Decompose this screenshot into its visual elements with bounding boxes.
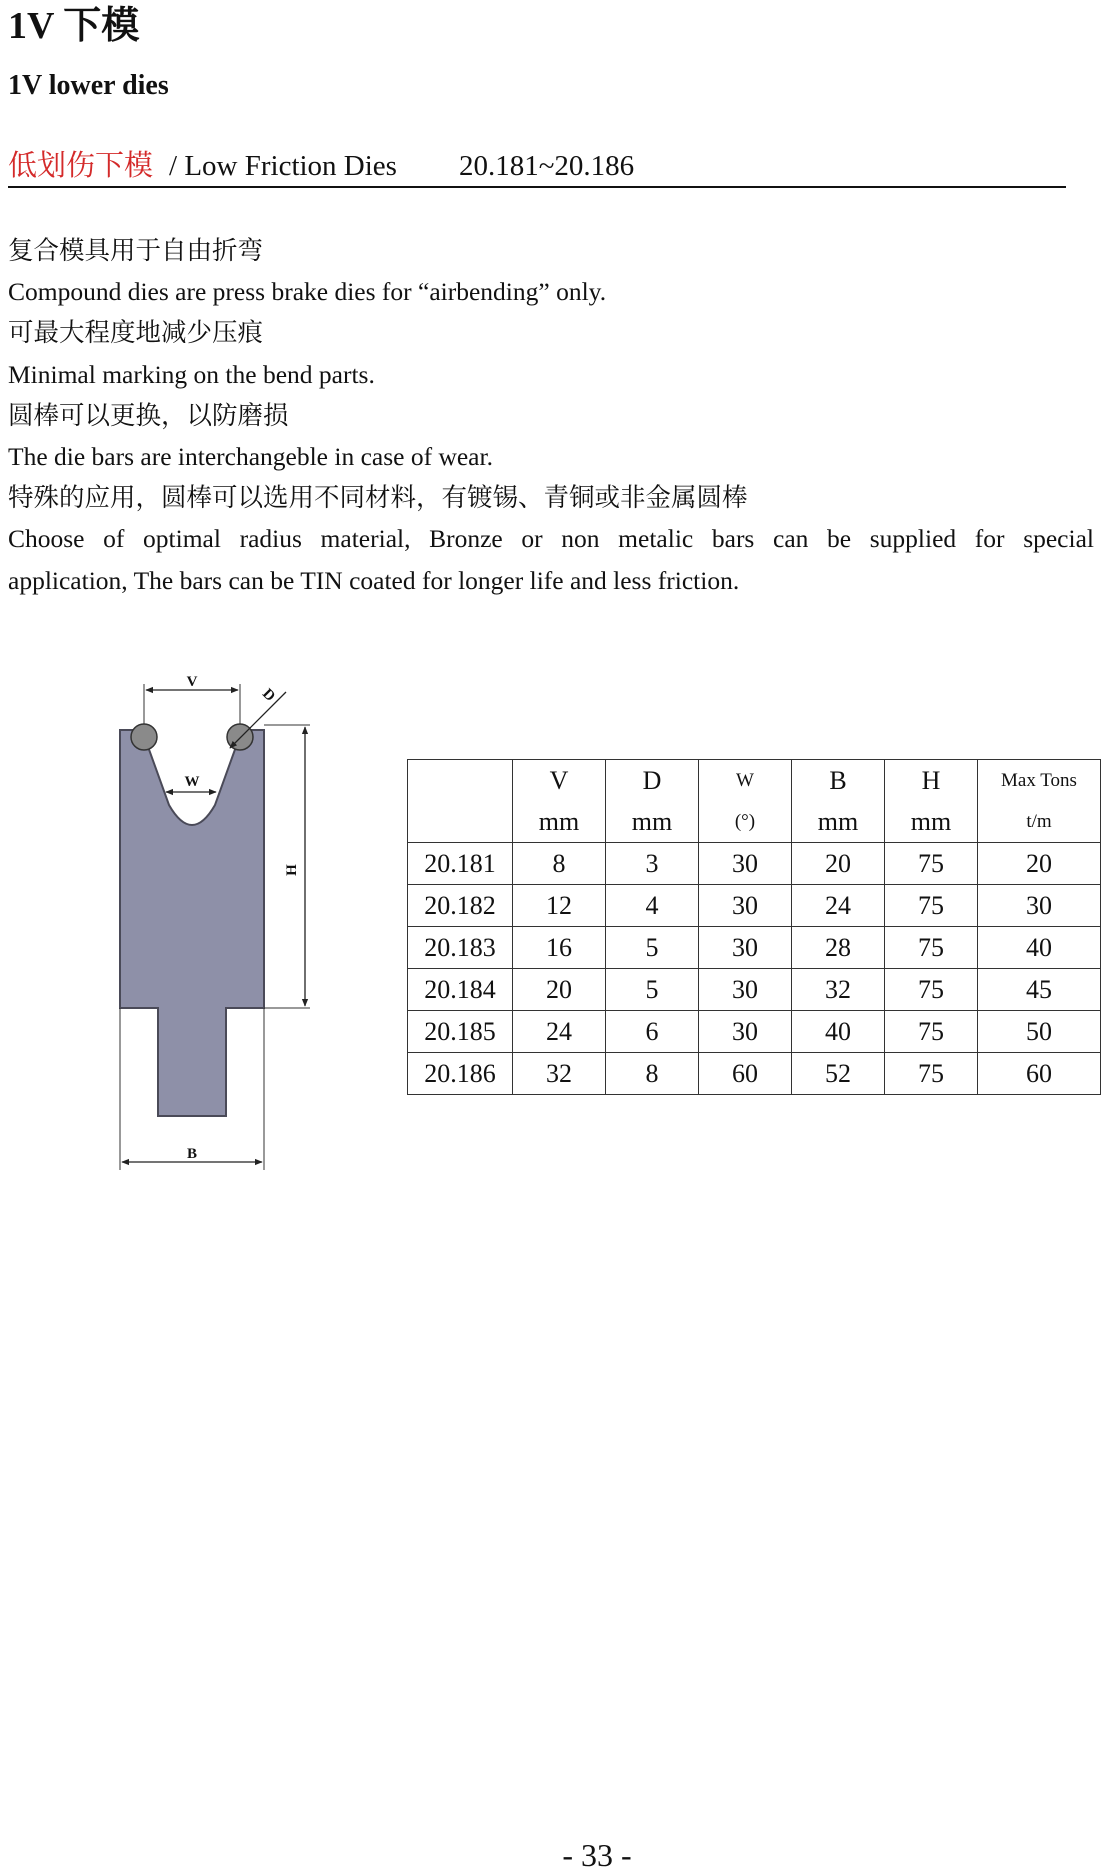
section-header (8, 146, 1066, 188)
table-cell: 3 (606, 843, 699, 885)
table-row (408, 1053, 1101, 1095)
table-cell: 20.181 (408, 843, 513, 885)
desc-line: 复合模具用于自由折弯 (8, 236, 264, 265)
table-header-cell: mm (513, 801, 606, 843)
description (8, 230, 1094, 601)
table-cell: 30 (699, 969, 792, 1011)
table-header-cell (408, 760, 513, 802)
desc-line: application, The bars can be TIN coated for longer life and less friction. (8, 565, 740, 595)
die-bar-left (131, 724, 157, 750)
table-cell: 20 (513, 969, 606, 1011)
die-bar-right (227, 724, 253, 750)
page-subtitle: 1V lower dies (8, 70, 169, 101)
table-cell: 20 (792, 843, 885, 885)
table-header-cell: Max Tons (978, 760, 1101, 802)
desc-line: Choose of optimal radius material, Bronze or non metalic bars can be supplied for special (8, 524, 1094, 554)
page-number: - 33 - (562, 1837, 632, 1873)
table-cell: 20.185 (408, 1011, 513, 1053)
table-header-row (408, 760, 1101, 802)
desc-line: 可最大程度地减少压痕 (8, 318, 264, 348)
table-cell: 30 (699, 843, 792, 885)
table-cell: 20.186 (408, 1053, 513, 1095)
table-cell: 5 (606, 969, 699, 1011)
table-header-cell: mm (885, 801, 978, 843)
table-cell: 75 (885, 927, 978, 969)
label-d: D (259, 685, 279, 705)
label-v: V (186, 674, 198, 690)
spec-table-body (408, 760, 1101, 1095)
table-cell: 60 (699, 1053, 792, 1095)
table-cell: 50 (978, 1011, 1101, 1053)
table-cell: 32 (513, 1053, 606, 1095)
table-cell: 28 (792, 927, 885, 969)
table-cell: 5 (606, 927, 699, 969)
table-cell: 52 (792, 1053, 885, 1095)
desc-line: The die bars are interchangeble in case of wear. (8, 442, 493, 472)
section-name-cn: 低划伤下模 (8, 150, 154, 182)
section-name-en: / Low Friction Dies (169, 150, 397, 182)
table-cell: 30 (699, 1011, 792, 1053)
table-cell: 40 (978, 927, 1101, 969)
table-cell: 32 (792, 969, 885, 1011)
table-header-cell: (°) (699, 801, 792, 843)
table-cell: 4 (606, 885, 699, 927)
table-cell: 20.184 (408, 969, 513, 1011)
table-cell: 75 (885, 1053, 978, 1095)
section-range: 20.181~20.186 (458, 150, 635, 182)
table-cell: 30 (699, 927, 792, 969)
table-header-cell: mm (792, 801, 885, 843)
table-cell: 12 (513, 885, 606, 927)
label-w: W (184, 774, 200, 790)
table-row (408, 927, 1101, 969)
table-header-cell: W (699, 760, 792, 802)
table-cell: 40 (792, 1011, 885, 1053)
table-header-cell: mm (606, 801, 699, 843)
table-cell: 8 (513, 843, 606, 885)
page-title: 1V 下模 (8, 5, 140, 47)
label-h: H (284, 864, 300, 876)
table-header-cell: t/m (978, 801, 1101, 843)
table-cell: 8 (606, 1053, 699, 1095)
table-cell: 20.182 (408, 885, 513, 927)
table-cell: 6 (606, 1011, 699, 1053)
table-cell: 24 (513, 1011, 606, 1053)
table-header-cell: V (513, 760, 606, 802)
table-cell: 75 (885, 885, 978, 927)
desc-line: 圆棒可以更换，以防磨损 (8, 400, 289, 430)
table-cell: 60 (978, 1053, 1101, 1095)
die-diagram (100, 670, 320, 1170)
table-cell: 75 (885, 843, 978, 885)
desc-line: Minimal marking on the bend parts. (8, 359, 375, 389)
table-cell: 75 (885, 969, 978, 1011)
table-header-cell: D (606, 760, 699, 802)
table-cell: 20.183 (408, 927, 513, 969)
table-cell: 30 (699, 885, 792, 927)
table-cell: 16 (513, 927, 606, 969)
table-cell: 20 (978, 843, 1101, 885)
table-row (408, 843, 1101, 885)
desc-line: 特殊的应用，圆棒可以选用不同材料，有镀锡、青铜或非金属圆棒 (8, 483, 748, 513)
label-b: B (186, 1146, 198, 1162)
table-cell: 24 (792, 885, 885, 927)
table-row (408, 1011, 1101, 1053)
table-row (408, 885, 1101, 927)
table-cell: 75 (885, 1011, 978, 1053)
table-header-row (408, 801, 1101, 843)
spec-table (407, 759, 1101, 1095)
table-header-cell: H (885, 760, 978, 802)
table-row (408, 969, 1101, 1011)
table-header-cell (408, 801, 513, 843)
table-cell: 30 (978, 885, 1101, 927)
table-header-cell: B (792, 760, 885, 802)
desc-line: Compound dies are press brake dies for “airbending” only. (8, 277, 607, 307)
table-cell: 45 (978, 969, 1101, 1011)
